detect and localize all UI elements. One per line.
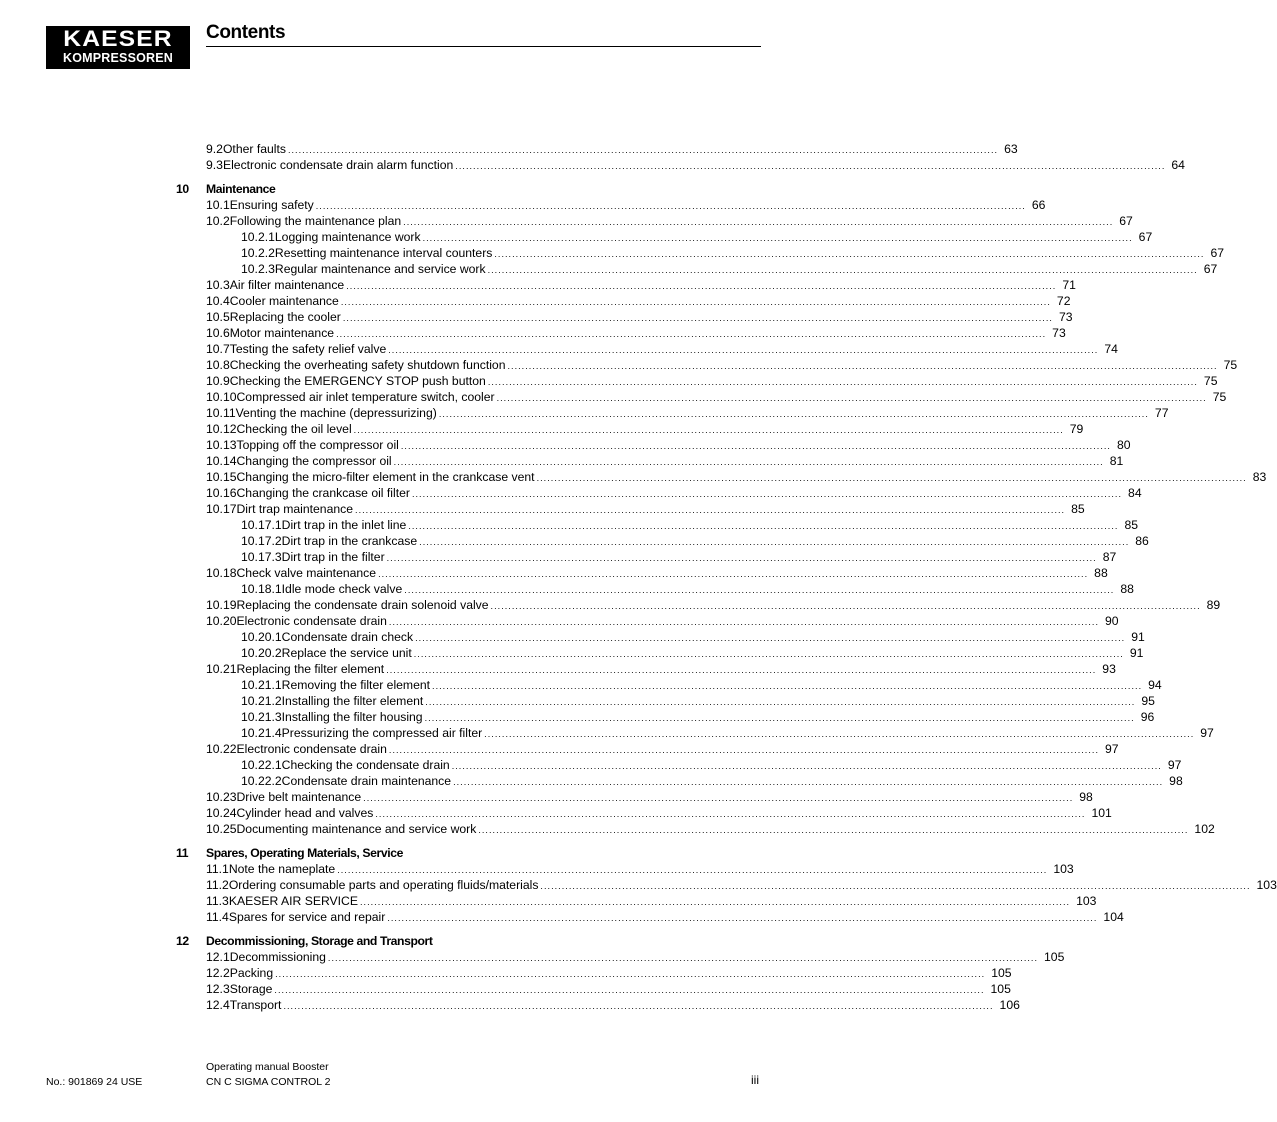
toc-entry[interactable] bbox=[206, 309, 1073, 325]
toc-entry[interactable] bbox=[206, 909, 1124, 925]
toc-entry-number: 11.3 bbox=[206, 894, 229, 908]
toc-entry-title: Topping off the compressor oil bbox=[236, 438, 399, 452]
toc-chapter[interactable] bbox=[0, 845, 793, 861]
toc-chapter-title: Maintenance bbox=[206, 182, 276, 196]
toc-entry-number: 12.2 bbox=[206, 966, 230, 980]
toc-entry-page: 88 bbox=[1094, 566, 1108, 580]
toc-entry-page: 67 bbox=[1138, 230, 1153, 244]
toc-leader-dots: ........................................................................................................................................................................................................ bbox=[484, 729, 1195, 739]
toc-leader-dots: ........................................................................................................................................................................................................ bbox=[413, 649, 1124, 659]
toc-entry-title: Changing the compressor oil bbox=[236, 454, 392, 468]
toc-entry[interactable] bbox=[206, 213, 1133, 229]
toc-entry-number: 10.21.1 bbox=[241, 678, 282, 692]
toc-leader-dots: ........................................................................................................................................................................................................ bbox=[378, 569, 1089, 579]
toc-entry-number: 10.13 bbox=[206, 438, 237, 452]
toc-entry-number: 9.2 bbox=[206, 142, 223, 156]
toc-leader-dots: ........................................................................................................................................................................................................ bbox=[336, 329, 1047, 339]
toc-entry-title: Replacing the condensate drain solenoid valve bbox=[236, 598, 489, 612]
toc-entry-title: Removing the filter element bbox=[281, 678, 431, 692]
toc-entry-title: Spares for service and repair bbox=[228, 910, 386, 924]
toc-entry[interactable] bbox=[206, 277, 1076, 293]
toc-entry-number: 10.24 bbox=[206, 806, 237, 820]
toc-entry-number: 10.17.1 bbox=[241, 518, 282, 532]
toc-entry-title: Decommissioning bbox=[229, 950, 326, 964]
toc-chapter-title: Spares, Operating Materials, Service bbox=[206, 846, 403, 860]
toc-entry-page: 91 bbox=[1131, 630, 1145, 644]
toc-entry-title: Condensate drain check bbox=[281, 630, 414, 644]
toc-entry-title: Replacing the cooler bbox=[229, 310, 341, 324]
toc-chapter-number: 12 bbox=[176, 934, 189, 948]
toc-entry-page: 73 bbox=[1058, 310, 1073, 324]
toc-entry-page: 83 bbox=[1252, 470, 1267, 484]
toc-entry-title: Ordering consumable parts and operating fluids/materials bbox=[228, 878, 539, 892]
toc-entry[interactable] bbox=[206, 373, 1218, 389]
toc-leader-dots: ........................................................................................................................................................................................................ bbox=[287, 145, 999, 155]
toc-chapter-title: Decommissioning, Storage and Transport bbox=[206, 934, 433, 948]
toc-entry[interactable] bbox=[241, 757, 1182, 773]
toc-leader-dots: ........................................................................................................................................................................................................ bbox=[283, 1001, 994, 1011]
toc-leader-dots: ........................................................................................................................................................................................................ bbox=[424, 713, 1135, 723]
toc-entry-number: 12.4 bbox=[206, 998, 230, 1012]
toc-entry-number: 10.10 bbox=[206, 390, 237, 404]
toc-leader-dots: ........................................................................................................................................................................................................ bbox=[315, 201, 1026, 211]
toc-leader-dots: ........................................................................................................................................................................................................ bbox=[408, 521, 1119, 531]
toc-entry-title: Installing the filter element bbox=[281, 694, 424, 708]
toc-leader-dots: ........................................................................................................................................................................................................ bbox=[386, 553, 1097, 563]
toc-leader-dots: ........................................................................................................................................................................................................ bbox=[487, 377, 1198, 387]
toc-entry-number: 11.4 bbox=[206, 910, 229, 924]
toc-entry[interactable] bbox=[206, 981, 1011, 997]
toc-leader-dots: ........................................................................................................................................................................................................ bbox=[415, 633, 1126, 643]
toc-entry[interactable] bbox=[206, 805, 1112, 821]
toc-leader-dots: ........................................................................................................................................................................................................ bbox=[403, 217, 1114, 227]
toc-entry-title: Venting the machine (depressurizing) bbox=[235, 406, 437, 420]
toc-entry-page: 74 bbox=[1104, 342, 1118, 356]
toc-entry-title: Installing the filter housing bbox=[281, 710, 423, 724]
toc-entry-title: Logging maintenance work bbox=[274, 230, 421, 244]
toc-entry-number: 11.1 bbox=[206, 862, 229, 876]
toc-entry-number: 10.17 bbox=[206, 502, 237, 516]
toc-entry-title: Storage bbox=[229, 982, 273, 996]
manual-name: Operating manual Booster bbox=[206, 1061, 329, 1073]
toc-entry-number: 10.12 bbox=[206, 422, 237, 436]
toc-entry-number: 10.21.4 bbox=[241, 726, 282, 740]
toc-entry[interactable] bbox=[206, 997, 1020, 1013]
toc-entry-number: 10.20 bbox=[206, 614, 237, 628]
toc-entry[interactable] bbox=[241, 229, 1153, 245]
toc-entry-title: Other faults bbox=[222, 142, 286, 156]
toc-entry-title: Replacing the filter element bbox=[236, 662, 385, 676]
toc-leader-dots: ........................................................................................................................................................................................................ bbox=[340, 297, 1051, 307]
toc-entry-number: 10.2.3 bbox=[241, 262, 275, 276]
toc-entry[interactable] bbox=[206, 141, 1018, 157]
toc-entry-number: 10.18 bbox=[206, 566, 237, 580]
header-rule bbox=[206, 46, 761, 47]
toc-leader-dots: ........................................................................................................................................................................................................ bbox=[386, 665, 1097, 675]
toc-entry-number: 10.17.3 bbox=[241, 550, 282, 564]
toc-entry-number: 10.5 bbox=[206, 310, 230, 324]
toc-entry[interactable] bbox=[241, 533, 1149, 549]
toc-entry-number: 10.11 bbox=[206, 406, 236, 420]
toc-entry-number: 10.3 bbox=[206, 278, 230, 292]
toc-entry-title: Condensate drain maintenance bbox=[281, 774, 452, 788]
toc-chapter[interactable] bbox=[0, 181, 793, 197]
toc-entry[interactable] bbox=[206, 789, 1093, 805]
toc-entry[interactable] bbox=[241, 245, 1225, 261]
toc-entry-page: 71 bbox=[1062, 278, 1076, 292]
toc-leader-dots: ........................................................................................................................................................................................................ bbox=[388, 745, 1100, 755]
toc-entry-number: 10.2.1 bbox=[241, 230, 275, 244]
toc-entry[interactable] bbox=[206, 877, 1277, 893]
toc-entry-page: 67 bbox=[1203, 262, 1218, 276]
toc-entry-number: 10.15 bbox=[206, 470, 237, 484]
toc-entry-title: Packing bbox=[229, 966, 274, 980]
toc-entry-title: Dirt trap in the crankcase bbox=[281, 534, 418, 548]
toc-entry-page: 86 bbox=[1135, 534, 1149, 548]
toc-entry[interactable] bbox=[241, 645, 1144, 661]
toc-entry-title: Regular maintenance and service work bbox=[274, 262, 486, 276]
toc-leader-dots: ........................................................................................................................................................................................................ bbox=[275, 969, 986, 979]
toc-entry-number: 10.9 bbox=[206, 374, 230, 388]
toc-entry-number: 10.8 bbox=[206, 358, 230, 372]
toc-entry-title: Ensuring safety bbox=[229, 198, 314, 212]
toc-entry-title: Dirt trap in the filter bbox=[281, 550, 385, 564]
toc-entry-page: 96 bbox=[1140, 710, 1155, 724]
toc-entry[interactable] bbox=[206, 405, 1169, 421]
toc-entry-title: Electronic condensate drain bbox=[236, 614, 387, 628]
toc-entry-page: 91 bbox=[1129, 646, 1144, 660]
toc-entry-title: Resetting maintenance interval counters bbox=[274, 246, 493, 260]
toc-entry-title: Checking the condensate drain bbox=[281, 758, 450, 772]
toc-entry-page: 85 bbox=[1071, 502, 1085, 516]
toc-leader-dots: ........................................................................................................................................................................................................ bbox=[359, 897, 1071, 907]
toc-entry-page: 84 bbox=[1128, 486, 1142, 500]
toc-entry-page: 97 bbox=[1200, 726, 1214, 740]
toc-entry-page: 97 bbox=[1105, 742, 1119, 756]
toc-entry[interactable] bbox=[206, 965, 1012, 981]
toc-entry-page: 67 bbox=[1119, 214, 1133, 228]
toc-entry-number: 10.7 bbox=[206, 342, 230, 356]
toc-entry-page: 79 bbox=[1069, 422, 1084, 436]
toc-leader-dots: ........................................................................................................................................................................................................ bbox=[404, 585, 1115, 595]
page-number: iii bbox=[751, 1073, 759, 1087]
toc-entry-page: 63 bbox=[1004, 142, 1018, 156]
toc-leader-dots: ........................................................................................................................................................................................................ bbox=[387, 913, 1098, 923]
toc-entry-page: 85 bbox=[1124, 518, 1138, 532]
toc-entry-title: Idle mode check valve bbox=[281, 582, 403, 596]
toc-entry-number: 10.1 bbox=[206, 198, 230, 212]
toc-entry-title: Testing the safety relief valve bbox=[229, 342, 387, 356]
toc-leader-dots: ........................................................................................................................................................................................................ bbox=[490, 601, 1201, 611]
toc-entry[interactable] bbox=[241, 773, 1183, 789]
toc-entry-number: 10.22 bbox=[206, 742, 237, 756]
toc-entry-page: 87 bbox=[1102, 550, 1117, 564]
toc-entry[interactable] bbox=[206, 613, 1119, 629]
toc-entry-number: 10.20.2 bbox=[241, 646, 282, 660]
toc-entry[interactable] bbox=[206, 949, 1065, 965]
toc-leader-dots: ........................................................................................................................................................................................................ bbox=[400, 441, 1111, 451]
toc-leader-dots: ........................................................................................................................................................................................................ bbox=[388, 617, 1100, 627]
toc-entry-page: 66 bbox=[1031, 198, 1046, 212]
toc-entry[interactable] bbox=[206, 325, 1066, 341]
toc-entry-page: 80 bbox=[1116, 438, 1131, 452]
toc-entry-page: 103 bbox=[1076, 894, 1097, 908]
toc-entry-title: Air filter maintenance bbox=[229, 278, 345, 292]
toc-leader-dots: ........................................................................................................................................................................................................ bbox=[337, 865, 1048, 875]
toc-leader-dots: ........................................................................................................................................................................................................ bbox=[375, 809, 1086, 819]
toc-entry-number: 10.16 bbox=[206, 486, 237, 500]
toc-leader-dots: ........................................................................................................................................................................................................ bbox=[507, 361, 1218, 371]
toc-entry-number: 10.4 bbox=[206, 294, 230, 308]
toc-chapter-number: 11 bbox=[176, 846, 189, 860]
toc-entry[interactable] bbox=[206, 565, 1108, 581]
toc-entry-number: 10.2.2 bbox=[241, 246, 275, 260]
toc-chapter[interactable] bbox=[0, 933, 793, 949]
toc-entry-page: 90 bbox=[1105, 614, 1119, 628]
toc-leader-dots: ........................................................................................................................................................................................................ bbox=[363, 793, 1074, 803]
toc-entry-title: Motor maintenance bbox=[229, 326, 335, 340]
toc-entry-number: 10.20.1 bbox=[241, 630, 282, 644]
toc-entry-number: 10.25 bbox=[206, 822, 237, 836]
toc-entry-number: 10.17.2 bbox=[241, 534, 282, 548]
toc-entry-page: 97 bbox=[1167, 758, 1182, 772]
toc-entry-page: 101 bbox=[1091, 806, 1112, 820]
toc-entry-title: Electronic condensate drain alarm function bbox=[222, 158, 454, 172]
toc-entry[interactable] bbox=[206, 421, 1084, 437]
toc-entry-page: 67 bbox=[1210, 246, 1225, 260]
toc-entry-title: Drive belt maintenance bbox=[236, 790, 362, 804]
toc-entry-title: Replace the service unit bbox=[281, 646, 412, 660]
toc-entry-number: 10.22.2 bbox=[241, 774, 282, 788]
toc-entry[interactable] bbox=[206, 661, 1116, 677]
toc-entry[interactable] bbox=[241, 517, 1138, 533]
toc-entry-title: Dirt trap maintenance bbox=[236, 502, 354, 516]
toc-entry-page: 98 bbox=[1169, 774, 1183, 788]
toc-entry-page: 93 bbox=[1102, 662, 1116, 676]
toc-entry-number: 10.18.1 bbox=[241, 582, 282, 596]
toc-entry-title: KAESER AIR SERVICE bbox=[228, 894, 358, 908]
toc-entry-page: 72 bbox=[1056, 294, 1071, 308]
toc-entry-title: Electronic condensate drain bbox=[236, 742, 387, 756]
toc-entry-number: 10.23 bbox=[206, 790, 237, 804]
toc-entry-title: Documenting maintenance and service work bbox=[236, 822, 477, 836]
toc-entry-page: 81 bbox=[1109, 454, 1124, 468]
toc-entry[interactable] bbox=[206, 437, 1131, 453]
toc-entry-page: 75 bbox=[1203, 374, 1218, 388]
toc-entry[interactable] bbox=[206, 453, 1124, 469]
toc-entry[interactable] bbox=[241, 549, 1117, 565]
toc-entry-page: 64 bbox=[1171, 158, 1185, 172]
toc-leader-dots: ........................................................................................................................................................................................................ bbox=[540, 881, 1251, 891]
toc-entry-page: 105 bbox=[990, 982, 1011, 996]
toc-entry[interactable] bbox=[206, 157, 1185, 173]
toc-entry-title: Cylinder head and valves bbox=[236, 806, 374, 820]
toc-entry-page: 105 bbox=[1044, 950, 1065, 964]
toc-leader-dots: ........................................................................................................................................................................................................ bbox=[393, 457, 1104, 467]
toc-chapter-number: 10 bbox=[176, 182, 189, 196]
toc-entry-page: 102 bbox=[1194, 822, 1215, 836]
toc-entry-page: 94 bbox=[1148, 678, 1162, 692]
toc-entry[interactable] bbox=[206, 469, 1267, 485]
logo-wordmark: KAESER bbox=[63, 26, 173, 51]
toc-leader-dots: ........................................................................................................................................................................................................ bbox=[274, 985, 985, 995]
toc-entry-number: 12.3 bbox=[206, 982, 230, 996]
toc-entry[interactable] bbox=[206, 893, 1097, 909]
toc-leader-dots: ........................................................................................................................................................................................................ bbox=[353, 425, 1064, 435]
toc-leader-dots: ........................................................................................................................................................................................................ bbox=[346, 281, 1057, 291]
toc-entry-number: 11.2 bbox=[206, 878, 229, 892]
toc-entry[interactable] bbox=[241, 693, 1155, 709]
page-title: Contents bbox=[206, 22, 286, 43]
toc-leader-dots: ........................................................................................................................................................................................................ bbox=[536, 473, 1247, 483]
toc-entry-page: 103 bbox=[1256, 878, 1277, 892]
toc-entry-number: 10.6 bbox=[206, 326, 230, 340]
toc-leader-dots: ........................................................................................................................................................................................................ bbox=[422, 233, 1133, 243]
toc-leader-dots: ........................................................................................................................................................................................................ bbox=[455, 161, 1166, 171]
toc-entry-number: 10.21.2 bbox=[241, 694, 282, 708]
toc-entry[interactable] bbox=[206, 357, 1238, 373]
toc-entry[interactable] bbox=[206, 485, 1142, 501]
toc-entry[interactable] bbox=[206, 341, 1118, 357]
toc-entry-page: 104 bbox=[1103, 910, 1124, 924]
toc-entry-number: 12.1 bbox=[206, 950, 230, 964]
toc-entry-title: Pressurizing the compressed air filter bbox=[281, 726, 483, 740]
toc-entry-number: 10.19 bbox=[206, 598, 237, 612]
toc-entry-title: Changing the micro-filter element in the crankcase vent bbox=[236, 470, 535, 484]
toc-leader-dots: ........................................................................................................................................................................................................ bbox=[411, 489, 1123, 499]
toc-entry-page: 95 bbox=[1141, 694, 1155, 708]
toc-leader-dots: ........................................................................................................................................................................................................ bbox=[438, 409, 1149, 419]
toc-leader-dots: ........................................................................................................................................................................................................ bbox=[487, 265, 1198, 275]
toc-entry[interactable] bbox=[241, 581, 1134, 597]
toc-entry-title: Checking the EMERGENCY STOP push button bbox=[229, 374, 486, 388]
toc-entry-number: 10.14 bbox=[206, 454, 237, 468]
toc-entry[interactable] bbox=[206, 501, 1085, 517]
toc-entry-page: 88 bbox=[1120, 582, 1134, 596]
toc-entry[interactable] bbox=[206, 293, 1071, 309]
toc-entry[interactable] bbox=[241, 709, 1155, 725]
toc-leader-dots: ........................................................................................................................................................................................................ bbox=[388, 345, 1099, 355]
toc-entry[interactable] bbox=[241, 677, 1162, 693]
product-name: CN C SIGMA CONTROL 2 bbox=[206, 1076, 331, 1088]
toc-entry[interactable] bbox=[206, 389, 1227, 405]
toc-entry[interactable] bbox=[241, 629, 1145, 645]
toc-entry-title: Note the nameplate bbox=[228, 862, 336, 876]
toc-entry-number: 10.22.1 bbox=[241, 758, 282, 772]
toc-entry[interactable] bbox=[206, 597, 1221, 613]
toc-entry-number: 9.3 bbox=[206, 158, 223, 172]
kaeser-logo bbox=[46, 26, 190, 69]
toc-leader-dots: ........................................................................................................................................................................................................ bbox=[451, 761, 1162, 771]
toc-leader-dots: ........................................................................................................................................................................................................ bbox=[478, 825, 1189, 835]
toc-entry-page: 106 bbox=[999, 998, 1020, 1012]
toc-leader-dots: ........................................................................................................................................................................................................ bbox=[342, 313, 1053, 323]
toc-leader-dots: ........................................................................................................................................................................................................ bbox=[494, 249, 1205, 259]
toc-entry-page: 77 bbox=[1154, 406, 1169, 420]
toc-entry[interactable] bbox=[206, 197, 1046, 213]
toc-leader-dots: ........................................................................................................................................................................................................ bbox=[419, 537, 1130, 547]
toc-entry-number: 10.21.3 bbox=[241, 710, 282, 724]
toc-entry-page: 89 bbox=[1206, 598, 1221, 612]
toc-entry-title: Dirt trap in the inlet line bbox=[281, 518, 407, 532]
toc-entry-number: 10.2 bbox=[206, 214, 230, 228]
toc-entry[interactable] bbox=[206, 861, 1074, 877]
toc-entry-page: 73 bbox=[1052, 326, 1066, 340]
toc-entry[interactable] bbox=[206, 741, 1119, 757]
toc-entry-title: Cooler maintenance bbox=[229, 294, 339, 308]
toc-entry-page: 105 bbox=[991, 966, 1012, 980]
toc-leader-dots: ........................................................................................................................................................................................................ bbox=[496, 393, 1207, 403]
toc-entry-title: Following the maintenance plan bbox=[229, 214, 402, 228]
toc-entry-page: 75 bbox=[1223, 358, 1238, 372]
toc-entry-title: Checking the overheating safety shutdown function bbox=[229, 358, 506, 372]
toc-entry-title: Check valve maintenance bbox=[236, 566, 377, 580]
toc-leader-dots: ........................................................................................................................................................................................................ bbox=[453, 777, 1164, 787]
toc-entry[interactable] bbox=[241, 725, 1214, 741]
toc-entry-title: Changing the crankcase oil filter bbox=[236, 486, 410, 500]
toc-entry[interactable] bbox=[241, 261, 1218, 277]
toc-leader-dots: ........................................................................................................................................................................................................ bbox=[432, 681, 1143, 691]
toc-leader-dots: ........................................................................................................................................................................................................ bbox=[355, 505, 1066, 515]
toc-entry-title: Checking the oil level bbox=[236, 422, 352, 436]
toc-leader-dots: ........................................................................................................................................................................................................ bbox=[327, 953, 1039, 963]
toc-leader-dots: ........................................................................................................................................................................................................ bbox=[425, 697, 1136, 707]
document-number: No.: 901869 24 USE bbox=[46, 1076, 143, 1088]
toc-entry-page: 75 bbox=[1212, 390, 1227, 404]
toc-entry[interactable] bbox=[206, 821, 1215, 837]
toc-entry-number: 10.21 bbox=[206, 662, 237, 676]
toc-entry-title: Compressed air inlet temperature switch, cooler bbox=[236, 390, 495, 404]
toc-entry-page: 103 bbox=[1053, 862, 1074, 876]
toc-entry-page: 98 bbox=[1079, 790, 1093, 804]
toc-entry-title: Transport bbox=[229, 998, 282, 1012]
logo-subtitle: KOMPRESSOREN bbox=[62, 51, 174, 65]
